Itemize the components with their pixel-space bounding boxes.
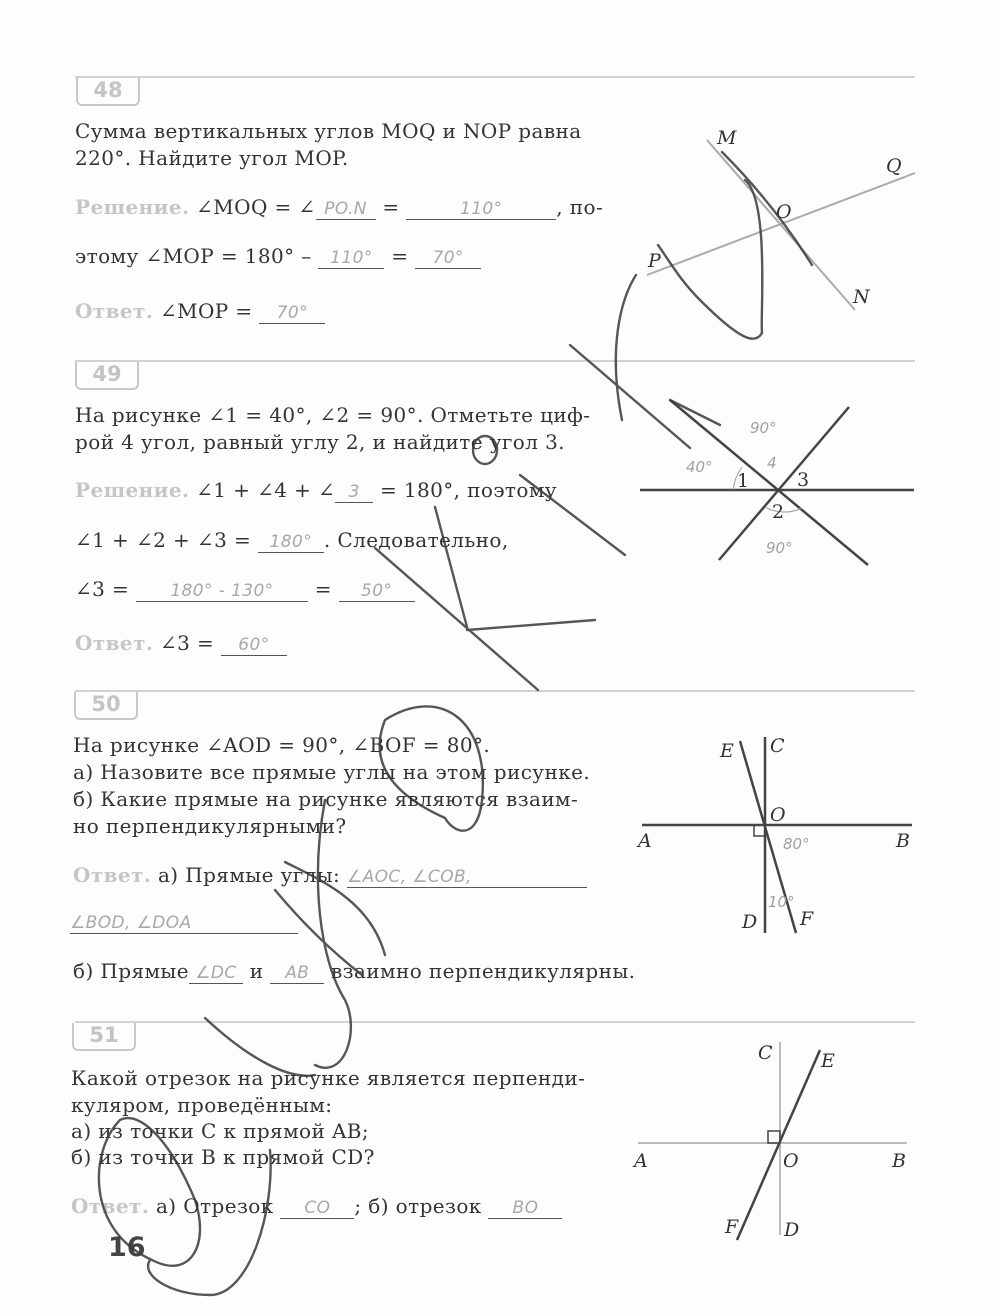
answer-blank[interactable]: 110° bbox=[318, 248, 384, 269]
handwritten-note: 90° bbox=[766, 539, 793, 557]
answer-text: а) Прямые углы: bbox=[157, 863, 341, 887]
problem-48-solution-line2 bbox=[75, 243, 481, 269]
angle-label-3: 3 bbox=[797, 469, 810, 491]
problem-51-statement-line2: куляром, проведённым: bbox=[71, 1093, 333, 1117]
point-label-D: D bbox=[784, 1219, 800, 1241]
answer-blank[interactable]: 70° bbox=[259, 303, 325, 324]
point-label-M: M bbox=[717, 127, 737, 149]
answer-blank[interactable]: 180° - 130° bbox=[136, 581, 308, 602]
section-divider bbox=[75, 360, 915, 362]
problem-50-statement-line2: а) Назовите все прямые углы на этом рисунке. bbox=[73, 760, 591, 784]
answer-label: Ответ. bbox=[73, 863, 152, 887]
solution-text: ∠1 + ∠4 + ∠ bbox=[196, 478, 336, 502]
point-label-O: O bbox=[783, 1150, 799, 1172]
solution-text: ∠3 = bbox=[75, 577, 130, 601]
point-label-E: E bbox=[720, 740, 734, 762]
page-number: 16 bbox=[108, 1232, 146, 1263]
problem-49-solution-line3 bbox=[75, 576, 415, 602]
point-label-A: A bbox=[638, 830, 652, 852]
answer-blank[interactable]: 50° bbox=[339, 581, 415, 602]
figure-50-perpendicular-lines bbox=[630, 725, 920, 940]
point-label-C: C bbox=[758, 1042, 773, 1064]
answer-label: Ответ. bbox=[75, 631, 154, 655]
answer-blank[interactable]: AB bbox=[270, 963, 324, 984]
problem-48-solution-line1 bbox=[75, 194, 603, 220]
problem-number-48: 48 bbox=[76, 78, 140, 106]
equals-sign: = bbox=[391, 244, 409, 268]
answer-label: Ответ. bbox=[75, 299, 154, 323]
figure-49-three-lines bbox=[630, 390, 920, 570]
solution-text: , по- bbox=[556, 195, 604, 219]
problem-51-statement-line3: а) из точки C к прямой AB; bbox=[71, 1119, 370, 1143]
point-label-D: D bbox=[742, 911, 758, 933]
problem-49-statement-line2: рой 4 угол, равный углу 2, и найдите угол 3. bbox=[75, 430, 565, 454]
point-label-P: P bbox=[648, 250, 661, 272]
point-label-N: N bbox=[853, 286, 870, 308]
problem-49-solution-line2 bbox=[75, 527, 509, 553]
point-label-O: O bbox=[770, 804, 786, 826]
equals-sign: = bbox=[382, 195, 400, 219]
answer-text: б) Прямые bbox=[73, 959, 189, 983]
handwritten-note: 40° bbox=[686, 458, 713, 476]
point-label-F: F bbox=[725, 1216, 739, 1238]
answer-text: ∠MOP = bbox=[159, 299, 253, 323]
answer-blank[interactable]: 3 bbox=[335, 482, 373, 503]
point-label-A: A bbox=[634, 1150, 648, 1172]
problem-50-statement-line4: но перпендикулярными? bbox=[73, 814, 347, 838]
answer-blank[interactable]: ∠AOC, ∠COB, bbox=[347, 867, 587, 888]
answer-blank[interactable]: 110° bbox=[406, 199, 556, 220]
answer-blank[interactable]: 180° bbox=[258, 532, 324, 553]
section-divider bbox=[75, 76, 915, 78]
handwritten-note: 4 bbox=[767, 454, 777, 472]
answer-label: Ответ. bbox=[71, 1194, 150, 1218]
problem-50-statement-line1: На рисунке ∠AOD = 90°, ∠BOF = 80°. bbox=[73, 733, 491, 757]
answer-blank[interactable]: ∠BOD, ∠DOA bbox=[70, 913, 298, 934]
equals-sign: = bbox=[314, 577, 332, 601]
problem-50-statement-line3: б) Какие прямые на рисунке являются взаим- bbox=[73, 787, 579, 811]
figure-51-perpendicular-segments bbox=[620, 1030, 920, 1250]
point-label-O: O bbox=[776, 201, 792, 223]
answer-blank[interactable]: BO bbox=[488, 1198, 562, 1219]
answer-text: ∠3 = bbox=[159, 631, 215, 655]
point-label-B: B bbox=[892, 1150, 906, 1172]
answer-text: ; б) отрезок bbox=[354, 1194, 482, 1218]
problem-49-statement-line1: На рисунке ∠1 = 40°, ∠2 = 90°. Отметьте циф- bbox=[75, 403, 591, 427]
problem-51-answer bbox=[71, 1193, 562, 1219]
answer-blank[interactable]: 60° bbox=[221, 635, 287, 656]
problem-48-answer bbox=[75, 298, 325, 324]
point-label-E: E bbox=[821, 1050, 835, 1072]
point-label-C: C bbox=[770, 735, 785, 757]
section-divider bbox=[75, 1021, 915, 1023]
answer-text: а) Отрезок bbox=[155, 1194, 274, 1218]
problem-number-49: 49 bbox=[75, 362, 139, 390]
answer-blank[interactable]: ∠DC bbox=[189, 963, 243, 984]
answer-blank[interactable]: 70° bbox=[415, 248, 481, 269]
solution-text: . Следовательно, bbox=[323, 528, 509, 552]
problem-50-answer-a-cont bbox=[70, 908, 298, 934]
answer-text: взаимно перпендикулярны. bbox=[331, 959, 636, 983]
answer-text: и bbox=[249, 959, 264, 983]
problem-number-51: 51 bbox=[72, 1023, 136, 1051]
point-label-Q: Q bbox=[886, 155, 902, 177]
solution-label: Решение. bbox=[75, 478, 190, 502]
solution-text: ∠MOQ = ∠ bbox=[196, 195, 316, 219]
solution-text: = 180°, поэтому bbox=[379, 478, 557, 502]
problem-50-answer-a bbox=[73, 862, 587, 888]
handwritten-note: 10° bbox=[768, 893, 795, 911]
angle-label-1: 1 bbox=[737, 470, 750, 492]
section-divider bbox=[75, 690, 915, 692]
problem-number-50: 50 bbox=[74, 692, 138, 720]
problem-49-solution-line1 bbox=[75, 477, 557, 503]
figure-48-intersecting-lines bbox=[620, 110, 920, 360]
problem-48-statement-line1: Сумма вертикальных углов MOQ и NOP равна bbox=[75, 119, 582, 143]
solution-text: ∠1 + ∠2 + ∠3 = bbox=[75, 528, 252, 552]
problem-51-statement-line1: Какой отрезок на рисунке является перпенди- bbox=[71, 1066, 586, 1090]
solution-label: Решение. bbox=[75, 195, 190, 219]
point-label-F: F bbox=[800, 908, 814, 930]
problem-48-statement-line2: 220°. Найдите угол MOP. bbox=[75, 146, 349, 170]
problem-49-answer bbox=[75, 630, 287, 656]
handwritten-note: 80° bbox=[783, 835, 810, 853]
angle-label-2: 2 bbox=[772, 501, 785, 523]
answer-blank[interactable]: CO bbox=[280, 1198, 354, 1219]
problem-51-statement-line4: б) из точки B к прямой CD? bbox=[71, 1145, 375, 1169]
handwritten-note: 90° bbox=[750, 419, 777, 437]
solution-text: этому ∠MOP = 180° – bbox=[75, 244, 312, 268]
point-label-B: B bbox=[896, 830, 910, 852]
answer-blank[interactable]: PO.N bbox=[316, 199, 376, 220]
problem-50-answer-b bbox=[73, 958, 635, 984]
